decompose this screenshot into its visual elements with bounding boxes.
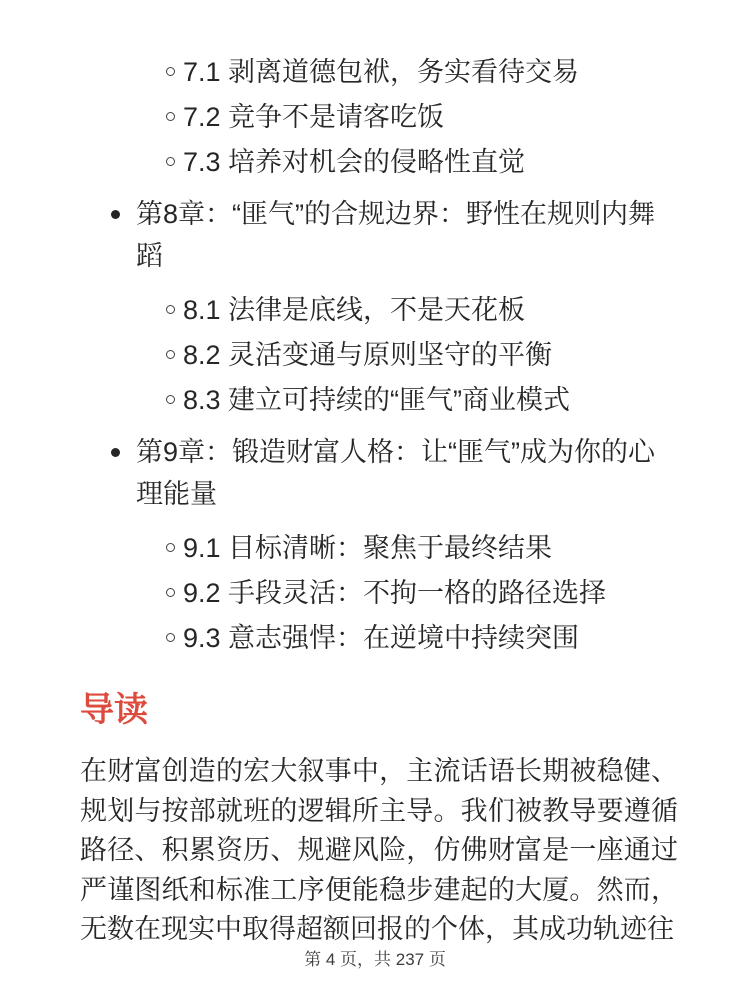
section-heading: 导读 — [80, 691, 148, 729]
circle-bullet-icon — [166, 305, 175, 314]
disc-bullet-icon — [111, 448, 120, 457]
toc-sub-item-label: 8.1 法律是底线，不是天花板 — [183, 295, 526, 325]
toc-sub-item — [80, 51, 678, 93]
page-footer — [0, 948, 750, 972]
toc-chapter-item — [80, 193, 678, 277]
toc-sub-item-label: 9.3 意志强悍：在逆境中持续突围 — [183, 623, 580, 653]
toc-sub-item-label: 9.2 手段灵活：不拘一格的路径选择 — [183, 578, 607, 608]
circle-bullet-icon — [166, 588, 175, 597]
toc-sub-item — [80, 96, 678, 138]
disc-bullet-icon — [111, 210, 120, 219]
table-of-contents — [80, 51, 678, 659]
toc-sub-item-label: 8.2 灵活变通与原则坚守的平衡 — [183, 340, 553, 370]
toc-sub-item — [80, 572, 678, 614]
toc-chapter-item-label: 第8章：“匪气”的合规边界：野性在规则内舞蹈 — [136, 199, 655, 271]
toc-sub-item — [80, 289, 678, 331]
circle-bullet-icon — [166, 543, 175, 552]
circle-bullet-icon — [166, 633, 175, 642]
toc-sub-item-label: 7.2 竞争不是请客吃饭 — [183, 102, 445, 132]
toc-sub-item — [80, 334, 678, 376]
toc-sub-item-label: 7.3 培养对机会的侵略性直觉 — [183, 147, 526, 177]
circle-bullet-icon — [166, 350, 175, 359]
intro-paragraph: 在财富创造的宏大叙事中，主流话语长期被稳健、规划与按部就班的逻辑所主导。我们被教导要遵循路径、积累资历、规避风险，仿佛财富是一座通过严谨图纸和标准工序便能稳步建起的大厦。然而，无数在现实中取得超额回报的个体，其成功轨迹往 — [80, 756, 678, 944]
toc-sub-item-label: 7.1 剥离道德包袱，务实看待交易 — [183, 57, 580, 87]
toc-sub-item-label: 9.1 目标清晰：聚焦于最终结果 — [183, 533, 553, 563]
toc-sub-item — [80, 617, 678, 659]
toc-sub-item — [80, 527, 678, 569]
toc-chapter-item-label: 第9章：锻造财富人格：让“匪气”成为你的心理能量 — [136, 437, 655, 509]
toc-chapter-item — [80, 431, 678, 515]
circle-bullet-icon — [166, 67, 175, 76]
circle-bullet-icon — [166, 395, 175, 404]
page-indicator: 第 4 页，共 237 页 — [304, 950, 446, 969]
toc-sub-item — [80, 379, 678, 421]
circle-bullet-icon — [166, 112, 175, 121]
toc-sub-item-label: 8.3 建立可持续的“匪气”商业模式 — [183, 385, 571, 415]
toc-sub-item — [80, 141, 678, 183]
circle-bullet-icon — [166, 157, 175, 166]
